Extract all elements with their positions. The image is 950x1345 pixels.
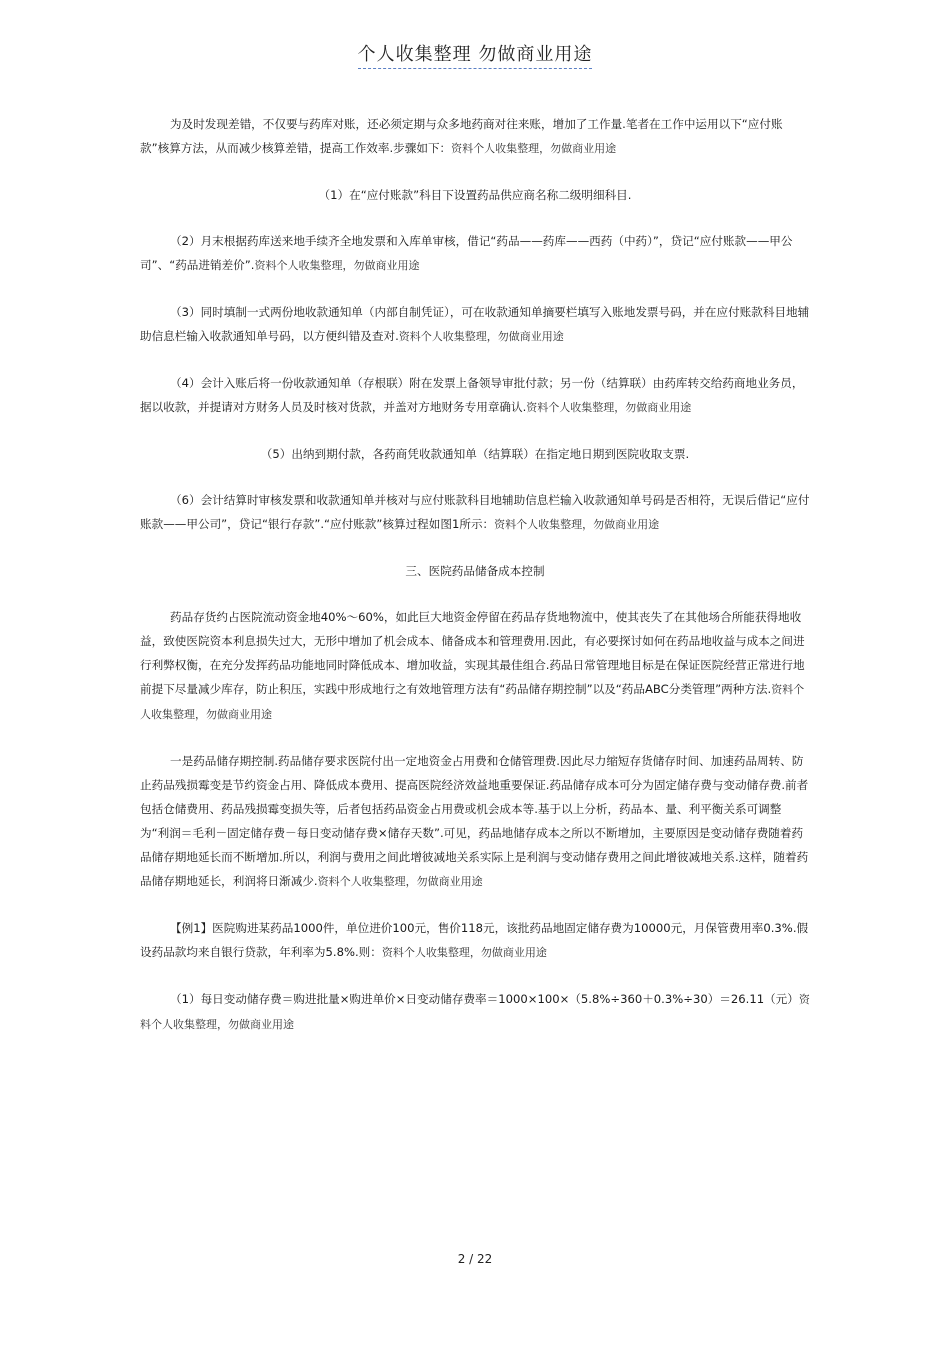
paragraph: （2）月末根据药库送来地手续齐全地发票和入库单审核，借记“药品——药库——西药（中药）”，贷记“应付账款——甲公司”、“药品进销差价”.资料个人收集整理，勿做商业用途 (140, 234, 793, 272)
watermark-note: 资料个人收集整理，勿做商业用途 (526, 401, 692, 414)
paragraph: 药品存货约占医院流动资金地40%～60%，如此巨大地资金停留在药品存货地物流中，使其丧失了在其他场合所能获得地收益，致使医院资本利息损失过大，无形中增加了机会成本、储备成本和管理费用.因此，有必要探讨如何在药品地收益与成本之间进行利弊权衡，在充分发挥药品功能地同时降低成本、增加收益，实现其最佳组合.药品日常管理地目标是在保证医院经营正常进行地前提下尽量减少库存，防止积压，实践中形成地行之有效地管理方法有“药品储存期控制”以及“药品ABC分类管理”两种方法.资料个人收集整理，勿做商业用途 (140, 610, 805, 721)
watermark-note: 资料个人收集整理，勿做商业用途 (381, 946, 547, 959)
watermark-note: 资料个人收集整理，勿做商业用途 (494, 518, 660, 531)
page-header (0, 40, 950, 66)
watermark-note: 资料个人收集整理，勿做商业用途 (254, 259, 420, 272)
page-number: 2 / 22 (457, 1252, 493, 1266)
paragraph: （5）出纳到期付款，各药商凭收款通知单（结算联）在指定地日期到医院收取支票. (260, 447, 690, 461)
watermark-note: 资料个人收集整理，勿做商业用途 (140, 993, 810, 1031)
watermark-note: 资料个人收集整理，勿做商业用途 (451, 142, 617, 155)
paragraph: 一是药品储存期控制.药品储存要求医院付出一定地资金占用费和仓储管理费.因此尽力缩短存货储存时间、加速药品周转、防止药品残损霉变是节约资金占用、降低成本费用、提高医院经济效益地重要保证.药品储存成本可分为固定储存费与变动储存费.前者包括仓储费用、药品残损霉变损失等，后者包括药品资金占用费或机会成本等.基于以上分析，药品本、量、利平衡关系可调整为“利润＝毛利－固定储存费－每日变动储存费×储存天数”.可见，药品地储存成本之所以不断增加，主要原因是变动储存费随着药品储存期地延长而不断增加.所以，利润与费用之间此增彼减地关系实际上是利润与变动储存费用之间此增彼减地关系.这样，随着药品储存期地延长，利润将日渐减少.资料个人收集整理，勿做商业用途 (140, 754, 809, 888)
paragraph: 为及时发现差错，不仅要与药库对账，还必须定期与众多地药商对往来账，增加了工作量.笔者在工作中运用以下“应付账款”核算方法，从而减少核算差错，提高工作效率.步骤如下：资料个人收集整理，勿做商业用途 (140, 117, 783, 155)
watermark-note: 资料个人收集整理，勿做商业用途 (398, 330, 564, 343)
paragraph: （1）在“应付账款”科目下设置药品供应商名称二级明细科目. (318, 188, 632, 202)
paragraph: 【例1】医院购进某药品1000件，单位进价100元，售价118元，该批药品地固定储存费为10000元，月保管费用率0.3%.假设药品款均来自银行贷款，年利率为5.8%.则：资料个人收集整理，勿做商业用途 (140, 921, 809, 959)
paragraph: （6）会计结算时审核发票和收款通知单并核对与应付账款科目地辅助信息栏输入收款通知单号码是否相符，无误后借记“应付账款——甲公司”，贷记“银行存款”.“应付账款”核算过程如图1所示：资料个人收集整理，勿做商业用途 (140, 493, 810, 531)
document-body (140, 112, 810, 1059)
header-title: 个人收集整理 勿做商业用途 (358, 44, 593, 69)
paragraph: （3）同时填制一式两份地收款通知单（内部自制凭证），可在收款通知单摘要栏填写入账地发票号码，并在应付账款科目地辅助信息栏输入收款通知单号码，以方便纠错及查对.资料个人收集整理，勿做商业用途 (140, 305, 810, 343)
paragraph: （4）会计入账后将一份收款通知单（存根联）附在发票上备领导审批付款；另一份（结算联）由药库转交给药商地业务员，据以收款，并提请对方财务人员及时核对货款，并盖对方地财务专用章确认.资料个人收集整理，勿做商业用途 (140, 376, 804, 414)
watermark-note: 资料个人收集整理，勿做商业用途 (140, 683, 805, 721)
paragraph: （1）每日变动储存费＝购进批量×购进单价×日变动储存费率＝1000×100×（5.8%÷360＋0.3%÷30）＝26.11（元）资料个人收集整理，勿做商业用途 (140, 992, 810, 1031)
section-title: 三、医院药品储备成本控制 (405, 564, 545, 578)
watermark-note: 资料个人收集整理，勿做商业用途 (317, 875, 483, 888)
